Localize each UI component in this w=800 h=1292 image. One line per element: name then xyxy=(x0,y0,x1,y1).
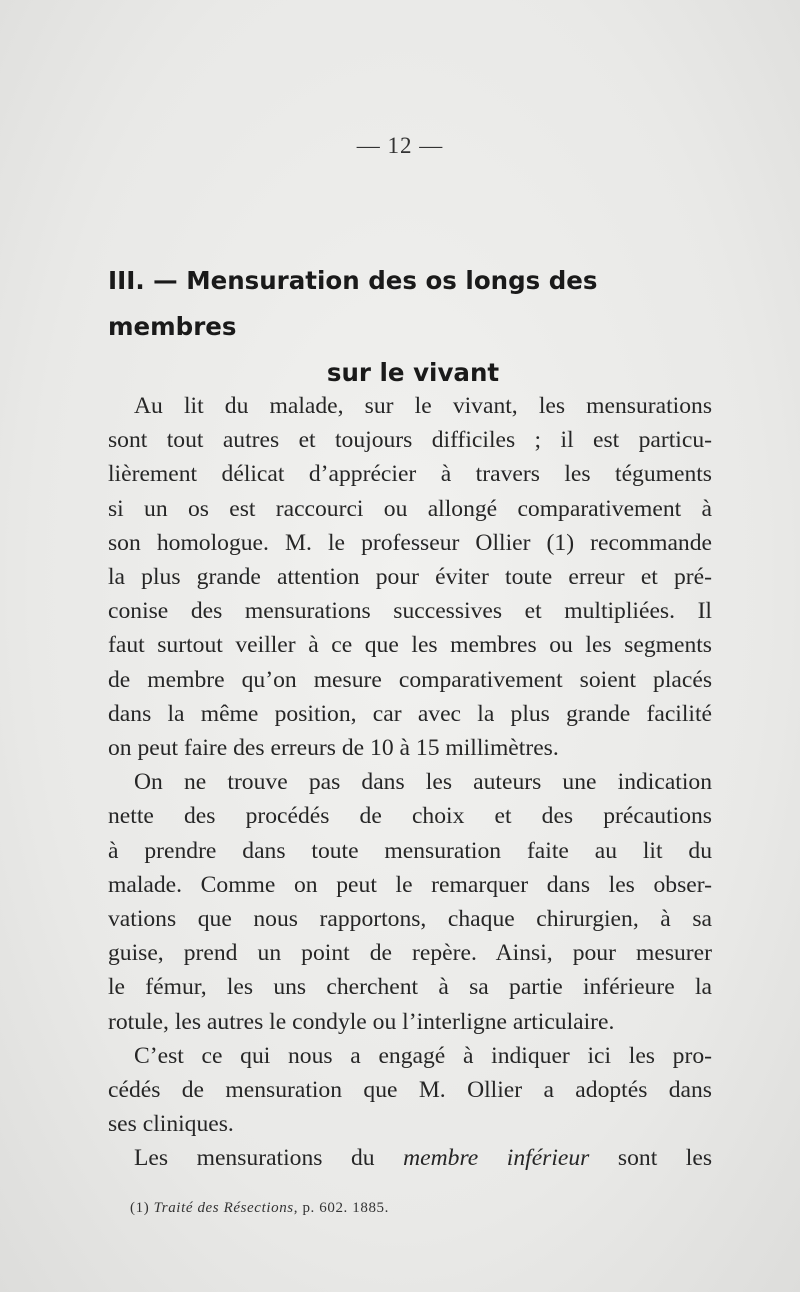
footnote-reference: , p. 602. 1885. xyxy=(293,1200,389,1216)
body-line: On ne trouve pas dans les auteurs une indication xyxy=(134,769,712,796)
body-line: cédés de mensuration que M. Ollier a adoptés dans xyxy=(108,1077,712,1104)
final-line-end: sont les xyxy=(589,1145,713,1172)
body-line: malade. Comme on peut le remarquer dans les obser- xyxy=(108,871,712,898)
body-line: de membre qu’on mesure comparativement soient placés xyxy=(108,666,712,693)
page-number: — 12 — xyxy=(356,133,444,158)
section-heading-line-1: III. — Mensuration des os longs des membres xyxy=(108,266,598,341)
final-line-emphasis: membre inférieur xyxy=(403,1145,590,1172)
body-line: si un os est raccourci ou allongé comparativement à xyxy=(108,495,712,522)
body-line: on peut faire des erreurs de 10 à 15 millimètres. xyxy=(108,735,559,762)
body-line: la plus grande attention pour éviter toute erreur et pré- xyxy=(108,564,712,591)
section-heading-line-2: sur le vivant xyxy=(326,358,500,387)
body-line: Au lit du malade, sur le vivant, les mensurations xyxy=(134,393,712,419)
body-line: vations que nous rapportons, chaque chirurgien, à sa xyxy=(108,906,712,933)
body-line: son homologue. M. le professeur Ollier (1) recommande xyxy=(108,529,712,556)
body-line: ses cliniques. xyxy=(108,1111,234,1138)
body-line: lièrement délicat d’apprécier à travers les téguments xyxy=(108,461,712,488)
body-line: le fémur, les uns cherchent à sa partie inférieure la xyxy=(108,974,712,1001)
body-line: nette des procédés de choix et des précautions xyxy=(108,803,712,830)
body-line: sont tout autres et toujours difficiles ; il est particu- xyxy=(108,427,712,454)
body-line: à prendre dans toute mensuration faite au lit du xyxy=(108,837,712,864)
body-line: rotule, les autres le condyle ou l’interligne articulaire. xyxy=(108,1008,615,1035)
body-text xyxy=(108,389,712,1176)
body-line: guise, prend un point de repère. Ainsi, pour mesurer xyxy=(108,940,712,967)
final-line-start: Les mensurations du xyxy=(134,1145,404,1172)
footnote-marker: (1) xyxy=(130,1200,150,1216)
section-heading xyxy=(108,258,708,396)
body-line: faut surtout veiller à ce que les membres ou les segments xyxy=(108,632,712,659)
body-line: C’est ce qui nous a engagé à indiquer ici les pro- xyxy=(134,1042,712,1069)
footnote xyxy=(130,1200,389,1217)
footnote-title: Traité des Résections xyxy=(153,1200,294,1216)
body-line: dans la même position, car avec la plus grande facilité xyxy=(108,700,712,727)
body-line: conise des mensurations successives et multipliées. Il xyxy=(108,598,712,625)
body-line-final xyxy=(108,1141,712,1175)
